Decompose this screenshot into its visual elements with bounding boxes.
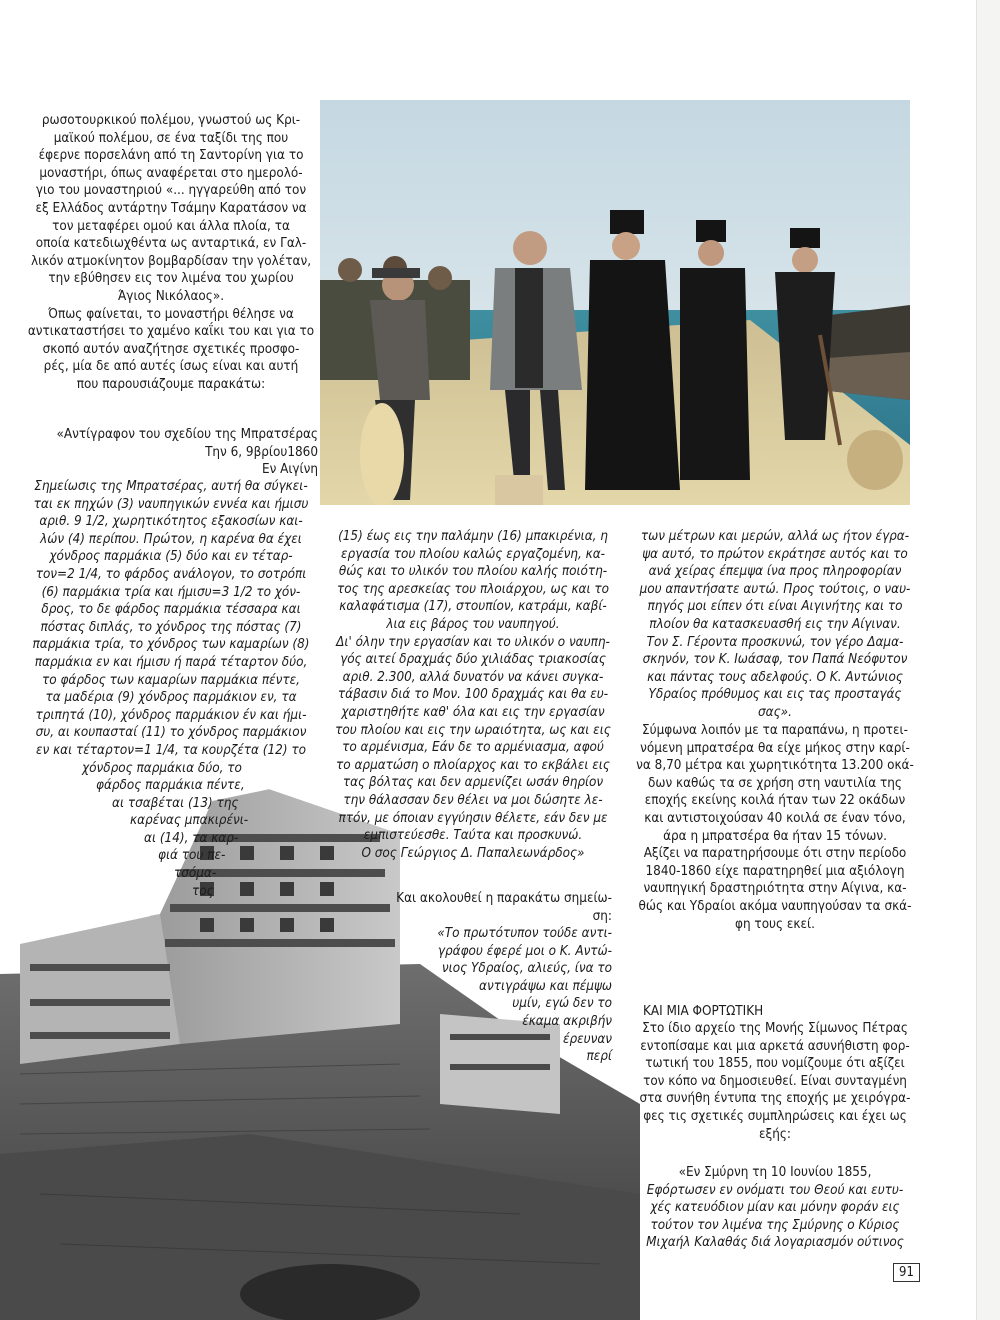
col3-section-line: τον κόπο να δημοσιευθεί. Είναι συνταγμένη bbox=[643, 1073, 907, 1089]
col2-italic-line: πτόν, με όποιαν εγγύησιν θέλετε, εάν δεν με bbox=[338, 810, 608, 826]
col1-italic-line: αι (14), τα καρ- bbox=[144, 830, 239, 846]
col1-italic-line: φιά του πε- bbox=[158, 848, 226, 864]
col2-normal-line: Και ακολουθεί η παρακάτω σημείω- bbox=[396, 891, 612, 906]
col3-section-line: Στο ίδιο αρχείο της Μονής Σίμωνος Πέτρας bbox=[642, 1021, 908, 1036]
section-heading bbox=[643, 1003, 923, 1021]
col3-letter-end bbox=[625, 528, 925, 722]
col1-quote-head-line: Την 6, 9βρίου1860 bbox=[205, 444, 318, 460]
col3-analysis bbox=[625, 722, 925, 933]
col3-italic-line: ψα αυτό, το πρώτον εκράτησε αυτός και το bbox=[642, 546, 908, 562]
col3-normal-line: φη τους εκεί. bbox=[735, 916, 815, 932]
col1-top-line: αντικαταστήσει το χαμένο καΐκι του και για το bbox=[27, 324, 315, 340]
col3-normal-line: θώς και Υδραίοι ακόμα ναυπηγούσαν τα σκά- bbox=[638, 898, 912, 914]
col1-top-line: ρωσοτουρκικού πολέμου, γνωστού ως Κρι- bbox=[41, 113, 301, 128]
col2-second-note bbox=[327, 925, 612, 1066]
col1-top-line: που παρουσιάζουμε παρακάτω: bbox=[76, 376, 266, 392]
col3-normal-line: νόμενη μπρατσέρα θα είχε μήκος στην καρί- bbox=[640, 740, 910, 756]
col2-quote2-line: γράφου έφερέ μοι ο Κ. Αντώ- bbox=[437, 943, 612, 959]
harbor-photo bbox=[320, 100, 910, 505]
col3-italic-line: σας». bbox=[758, 704, 792, 720]
col1-top-line: Όπως φαίνεται, το μοναστήρι θέλησε να bbox=[48, 306, 294, 322]
col1-top-line: την εβύθησεν εις τον λιμένα του χωρίου bbox=[48, 271, 294, 287]
col1-quote-head-line: «Αντίγραφον του σχεδίου της Μπρατσέρας bbox=[56, 427, 318, 442]
col3-quote-line: Εφόρτωσεν εν ονόματι του Θεού και ευτυ- bbox=[646, 1182, 904, 1198]
col2-quote2-line: έρευναν bbox=[562, 1031, 612, 1047]
col3-italic-line: και πάντας τους αδελφούς. Ο Κ. Αντώνιος bbox=[647, 669, 903, 685]
col2-quote2-line: «Το πρωτότυπον τούδε αντι- bbox=[437, 926, 612, 941]
col2-italic-line: (15) έως εις την παλάμην (16) μπακιρένια, η bbox=[338, 529, 608, 544]
col1-italic-line: παρμάκια εν και ήμισυ ή παρά τέταρτον δύο, bbox=[34, 654, 308, 670]
col2-italic-line: αριθ. 2.300, αλλά δυνατόν να κάνει συγκα- bbox=[342, 669, 604, 685]
col1-top-line: έφερνε πορσελάνη από τη Σαντορίνη για το bbox=[38, 148, 304, 164]
col2-italic-line: γός αιτεί δραχμάς δύο χιλιάδας τριακοσίας bbox=[340, 652, 606, 668]
col3-normal-line: να 8,70 μέτρα και χωρητικότητα 13.200 οκά- bbox=[636, 758, 914, 774]
col2-text bbox=[327, 528, 619, 862]
col1-italic-line: αι τσαβέται (13) της bbox=[112, 795, 239, 811]
col2-quote2-line: αντιγράψω και πέμψω bbox=[479, 978, 612, 994]
col1-top-line: οποία κατεδιωχθέντα ως ανταρτικά, εν Γαλ- bbox=[35, 236, 307, 252]
col1-top-line: Άγιος Νικόλαος». bbox=[117, 288, 225, 304]
col1-italic-line: χόνδρος παρμάκια δύο, το bbox=[82, 760, 242, 776]
col3-bill-of-lading bbox=[625, 1164, 925, 1252]
col2-italic-line: Δι' όλην την εργασίαν και το υλικόν ο ναυπη- bbox=[336, 634, 610, 650]
col1-italic-line: τα μαδέρια (9) χόνδρος παρμάκιον εν, τα bbox=[45, 690, 297, 706]
col3-section-line: εξής: bbox=[759, 1126, 791, 1142]
section-heading-text: ΚΑΙ ΜΙΑ ΦΟΡΤΩΤΙΚΗ bbox=[643, 1004, 764, 1019]
col3-italic-line: πλοίον θα κατασκευασθή εις την Αίγιναν. bbox=[649, 616, 901, 632]
col1-italic-line: παρμάκια τρία, το χόνδρος των καμαρίων (8) bbox=[32, 637, 310, 653]
col1-top-line: λικόν ατμοκίνητον βομβαρδίσαν την γολέταν, bbox=[30, 253, 312, 269]
col3-section-line: εντοπίσαμε και μια αρκετά ασυνήθιστη φορ- bbox=[640, 1038, 910, 1054]
bill-first-line: «Εν Σμύρνη τη 10 Ιουνίου 1855, bbox=[678, 1165, 872, 1180]
col2-italic-line: εμπιστεύεσθε. Ταύτα και προσκυνώ. bbox=[363, 828, 583, 844]
col2-quote2-line: περί bbox=[586, 1049, 612, 1065]
col2-normal-line: ση: bbox=[592, 908, 612, 924]
col1-italic-line: ται εκ πηχών (3) ναυπηγικών εννέα και ήμισυ bbox=[33, 496, 309, 512]
col1-top-line: γιο του μοναστηριού «... ηγγαρεύθη από τον bbox=[35, 183, 307, 199]
col1-italic-line: τος bbox=[192, 883, 214, 899]
col2-quote2-line: έκαμα ακριβήν bbox=[522, 1013, 612, 1029]
col1-italic-line: καρένας μπακιρένι- bbox=[130, 813, 249, 829]
col3-italic-line: πηγός μοι είπεν ότι είναι Αιγινήτης και το bbox=[647, 599, 903, 615]
page-edge bbox=[976, 0, 1000, 1320]
col2-quote2-line: νιος Υδραίος, αλιεύς, ίνα το bbox=[441, 961, 612, 977]
col2-note-intro bbox=[327, 890, 612, 925]
col1-top-text bbox=[22, 112, 320, 394]
col1-top-line: ρές, μία δε από αυτές ίσως είναι και αυτή bbox=[43, 359, 299, 375]
col3-quote-line: Μιχαήλ Καλαθάς διά λογαριασμόν ούτινος bbox=[646, 1235, 904, 1251]
col3-section-text bbox=[625, 1020, 925, 1143]
col1-italic-line: λών (4) περίπου. Πρώτον, η καρένα θα έχει bbox=[40, 531, 302, 547]
col3-quote-line: χές κατευόδιον μίαν και μόνην φοράν εις bbox=[650, 1200, 900, 1216]
col3-italic-line: ανά χείρας έπεμψα ίνα προς πληροφορίαν bbox=[648, 564, 902, 580]
col2-italic-line: καλαφάτισμα (17), στουπίον, κατράμι, καβί- bbox=[339, 599, 607, 615]
col3-italic-line: Υδραίος πρόθυμος και εις τας προσταγάς bbox=[648, 687, 902, 703]
col2-italic-line: θώς και το υλικόν του πλοίου καλής ποιότη- bbox=[338, 564, 608, 580]
col1-italic-line: πόστας διπλάς, το χόνδρος της πόστας (7) bbox=[40, 619, 302, 635]
col1-italic-line: τσόμα- bbox=[174, 866, 217, 882]
col1-italic-line: φάρδος παρμάκια πέντε, bbox=[96, 778, 245, 794]
col2-italic-line: λια εις βάρος του ναυπηγού. bbox=[386, 616, 560, 632]
col3-italic-line: μου απαντήσατε αυτώ. Προς τούτοις, ο ναυ- bbox=[639, 581, 911, 597]
col3-normal-line: ναυπηγική δραστηριότητα στην Αίγινα, κα- bbox=[643, 881, 907, 897]
col3-italic-line: των μέτρων και μερών, αλλά ως ήτον έγρα- bbox=[640, 529, 910, 544]
page-number: 91 bbox=[893, 1263, 920, 1282]
col1-italic-line: Σημείωσις της Μπρατσέρας, αυτή θα σύγκει- bbox=[34, 479, 308, 494]
col2-italic-line: τος της αρεσκείας του πλοιάρχου, ως και το bbox=[336, 581, 610, 597]
col1-italic-line: αριθ. 9 1/2, χωρητικότητος εξακοσίων και- bbox=[39, 514, 303, 530]
col1-top-line: μαϊκού πολέμου, σε ένα ταξίδι της που bbox=[53, 130, 289, 146]
col3-section-line: φες τις σχετικές συμπληρώσεις και έχει ως bbox=[643, 1108, 907, 1124]
col1-quote-head bbox=[22, 426, 318, 479]
col1-bratsera-note bbox=[22, 478, 320, 900]
col3-quote-line: τούτον τον λιμένα της Σμύρνης ο Κύριος bbox=[650, 1217, 900, 1233]
col3-italic-line: σκηνόν, τον Κ. Ιωάσαφ, τον Παπά Νεόφυτον bbox=[642, 652, 908, 668]
col3-normal-line: και αντιστοιχούσαν 40 κοιλά σε έναν τόνο, bbox=[644, 810, 906, 826]
col2-quote2-line: υμίν, εγώ δεν το bbox=[512, 996, 612, 1012]
col1-italic-line: τον=2 1/4, το φάρδος ανάλογον, το σοτρόπι bbox=[35, 566, 307, 582]
col3-normal-line: Αξίζει να παρατηρήσουμε ότι στην περίοδο bbox=[643, 846, 907, 862]
col2-italic-line: εργασία του πλοίου καλώς εργαζομένη, κα- bbox=[340, 546, 605, 562]
col3-normal-line: άρα η μπρατσέρα θα ήταν 15 τόνων. bbox=[663, 828, 887, 844]
col1-top-line: τον μεταφέρει ομού και άλλα πλοία, τα bbox=[52, 218, 290, 234]
col2-italic-line: την θάλασσαν δεν θέλει να μοι δώσητε λε- bbox=[343, 792, 603, 808]
col1-quote-head-line: Εν Αιγίνη bbox=[261, 462, 318, 478]
col3-normal-line: δων καθώς τα σε χρήση στη ναυτιλία της bbox=[648, 775, 902, 791]
col1-italic-line: συ, αι κουπασταί (11) το χόνδρος παρμάκιον bbox=[35, 725, 307, 741]
col1-top-line: εξ Ελλάδος αντάρτην Τσάμην Καρατάσον να bbox=[35, 200, 307, 216]
col2-italic-line: το αρμένισμα, Εάν δε το αρμένιασμα, αφού bbox=[342, 740, 604, 756]
col2-italic-line: τάβασιν διά το Μον. 100 δραχμάς και θα ευ- bbox=[337, 687, 609, 703]
col1-top-line: μοναστήρι, όπως αναφέρεται στο ημερολό- bbox=[39, 165, 303, 181]
col1-italic-line: εν και τέταρτον=1 1/4, τα κουρζέτα (12) το bbox=[36, 742, 306, 758]
col2-italic-line: τας βόλτας και δεν αρμενίζει ωσάν θηρίον bbox=[342, 775, 604, 791]
col3-normal-line: Σύμφωνα λοιπόν με τα παραπάνω, η προτει- bbox=[642, 723, 908, 738]
col1-top-line: σκοπό αυτόν αναζήτησε σχετικές προσφο- bbox=[42, 341, 300, 357]
col1-italic-line: χόνδρος παρμάκια (5) δύο και εν τέταρ- bbox=[49, 549, 293, 565]
col1-italic-line: δρος, το δε φάρδος παρμάκια τέσσαρα και bbox=[41, 602, 301, 618]
col2-italic-line: το αρματώση ο πλοίαρχος και το εκβάλει εις bbox=[336, 757, 610, 773]
col2-italic-line: χαριστηθήτε καθ' όλα και εις την εργασίαν bbox=[341, 704, 605, 720]
col3-normal-line: εποχής εκείνης κοιλά ήταν των 22 οκάδων bbox=[644, 793, 906, 809]
col2-italic-line: του πλοίου και εις την ωραιότητα, ως και εις bbox=[335, 722, 611, 738]
col1-italic-line: (6) παρμάκια τρία και ήμισυ=3 1/2 το χόν- bbox=[41, 584, 301, 600]
col3-section-line: τωτική του 1855, που νομίζουμε ότι αξίζει bbox=[645, 1056, 905, 1072]
col3-normal-line: 1840-1860 είχε παρατηρηθεί μια αξιόλογη bbox=[645, 863, 905, 879]
col3-italic-line: Τον Σ. Γέροντα προσκυνώ, τον γέρο Δαμα- bbox=[646, 634, 904, 650]
col1-italic-line: τριπητά (10), χόνδρος παρμάκιον έν και ήμι- bbox=[35, 707, 307, 723]
col3-section-line: στα συνήθη έντυπα της εποχής με χειρόγρα- bbox=[639, 1091, 911, 1107]
col1-italic-line: το φάρδος των καμαρίων παρμάκια πέντε, bbox=[42, 672, 300, 688]
col2-italic-line: Ο σος Γεώργιος Δ. Παπαλεωνάρδος» bbox=[361, 845, 585, 861]
